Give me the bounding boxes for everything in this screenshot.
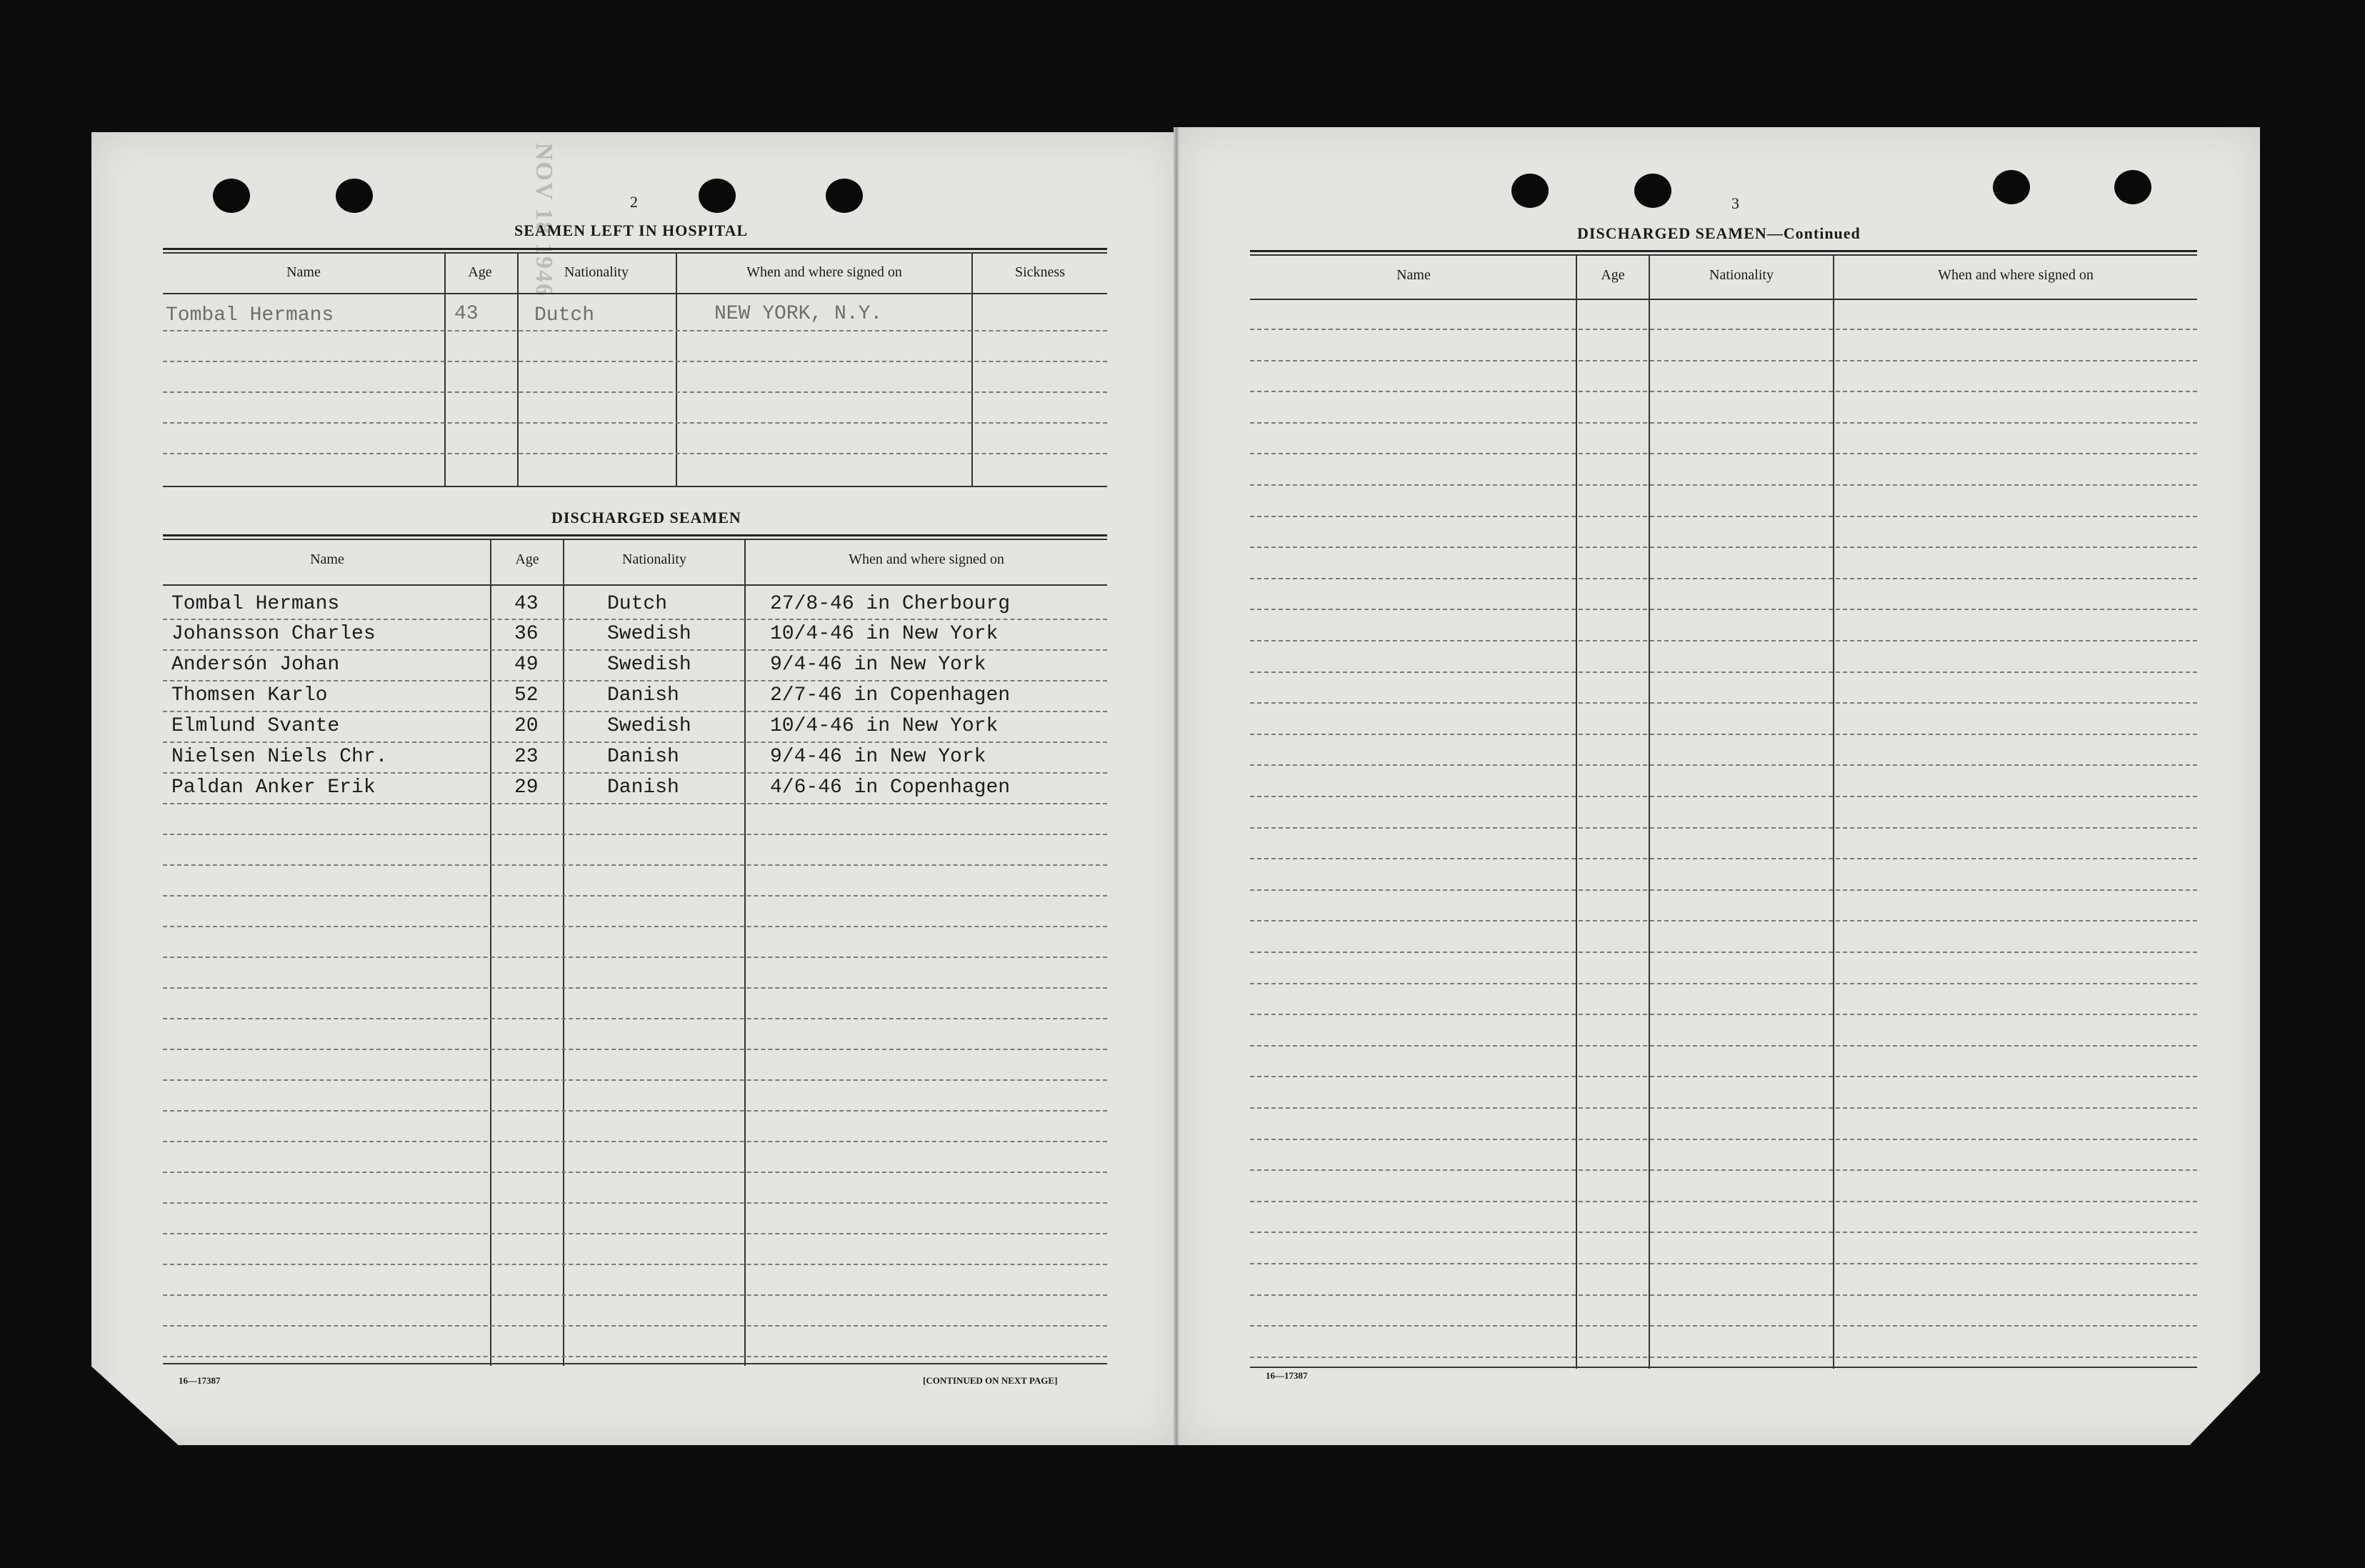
date-stamp: NOV 18 1946 <box>531 143 557 297</box>
row-rule <box>1250 391 2197 392</box>
row-rule <box>1250 1139 2197 1140</box>
right-page <box>1178 127 2260 1445</box>
row-rule <box>1250 640 2197 641</box>
punch-hole <box>213 179 250 213</box>
row-rule <box>163 741 1107 743</box>
row-rule <box>1250 920 2197 922</box>
discharged-row-age: 49 <box>514 654 539 676</box>
discharged-row-name: Paldan Anker Erik <box>171 776 376 799</box>
discharged-header-name: Name <box>310 551 344 567</box>
row-rule <box>1250 516 2197 517</box>
row-rule <box>163 711 1107 712</box>
row-rule <box>1250 422 2197 424</box>
table-bottom-rule <box>163 1363 1107 1364</box>
discharged-row-nationality: Swedish <box>607 654 691 676</box>
row-rule <box>163 1264 1107 1265</box>
row-rule <box>163 926 1107 927</box>
row-rule <box>163 895 1107 897</box>
discharged-row-age: 29 <box>514 776 539 799</box>
row-rule <box>163 957 1107 958</box>
row-rule <box>163 1325 1107 1327</box>
row-rule <box>1250 360 2197 361</box>
discharged-section-title: DISCHARGED SEAMEN <box>551 509 741 526</box>
hospital-header-name: Name <box>286 264 321 280</box>
row-rule <box>163 1018 1107 1019</box>
discharged-row-signed-on: 10/4-46 in New York <box>770 715 999 737</box>
row-rule <box>1250 952 2197 953</box>
punch-hole <box>1511 174 1549 208</box>
discharged-row-nationality: Danish <box>607 684 679 706</box>
header-rule <box>163 584 1107 586</box>
page-number-right: 3 <box>1731 194 1739 212</box>
row-rule <box>163 1110 1107 1112</box>
discharged-header-signed-on: When and where signed on <box>849 551 1004 567</box>
row-rule <box>1250 1045 2197 1047</box>
row-rule <box>163 680 1107 681</box>
row-rule <box>1250 578 2197 579</box>
row-rule <box>163 772 1107 774</box>
row-rule <box>1250 1294 2197 1296</box>
hospital-row-name: Tombal Hermans <box>166 304 334 326</box>
row-rule <box>1250 1014 2197 1015</box>
hospital-header-sickness: Sickness <box>1015 264 1065 280</box>
header-rule <box>163 293 1107 294</box>
column-divider <box>744 540 746 1366</box>
punch-hole <box>2114 170 2151 204</box>
discharged-row-signed-on: 4/6-46 in Copenhagen <box>770 776 1011 799</box>
hospital-header-signed-on: When and where signed on <box>746 264 902 280</box>
column-divider <box>444 254 446 486</box>
table-rule <box>163 252 1107 254</box>
row-rule <box>163 1079 1107 1081</box>
row-rule <box>163 834 1107 835</box>
row-rule <box>1250 764 2197 766</box>
discharged-row-nationality: Dutch <box>607 593 668 615</box>
row-rule <box>1250 1076 2197 1077</box>
table-rule <box>1250 250 2197 252</box>
row-rule <box>163 1233 1107 1234</box>
row-rule <box>163 864 1107 866</box>
row-rule <box>1250 983 2197 984</box>
row-rule <box>163 422 1107 424</box>
punch-hole <box>826 179 863 213</box>
row-rule <box>1250 609 2197 610</box>
discharged-row-signed-on: 9/4-46 in New York <box>770 654 986 676</box>
form-number-left: 16—17387 <box>179 1375 221 1386</box>
row-rule <box>163 1049 1107 1050</box>
discharged-row-name: Thomsen Karlo <box>171 684 328 706</box>
form-number-right: 16—17387 <box>1266 1370 1308 1381</box>
row-rule <box>1250 1325 2197 1327</box>
row-rule <box>163 1141 1107 1142</box>
punch-hole <box>1634 174 1671 208</box>
discharged-row-signed-on: 10/4-46 in New York <box>770 623 999 645</box>
table-rule <box>163 534 1107 536</box>
continued-header-name: Name <box>1396 267 1431 283</box>
row-rule <box>1250 889 2197 891</box>
row-rule <box>163 1202 1107 1204</box>
row-rule <box>1250 484 2197 486</box>
discharged-row-name: Nielsen Niels Chr. <box>171 746 388 768</box>
row-rule <box>1250 702 2197 704</box>
row-rule <box>163 391 1107 393</box>
row-rule <box>163 1172 1107 1173</box>
row-rule <box>1250 796 2197 797</box>
row-rule <box>163 1294 1107 1296</box>
discharged-row-signed-on: 9/4-46 in New York <box>770 746 986 768</box>
header-rule <box>1250 299 2197 300</box>
discharged-row-age: 36 <box>514 623 539 645</box>
continued-header-age: Age <box>1601 267 1625 283</box>
row-rule <box>163 330 1107 331</box>
column-divider <box>490 540 491 1366</box>
row-rule <box>163 361 1107 362</box>
punch-hole <box>1993 170 2030 204</box>
discharged-row-age: 23 <box>514 746 539 768</box>
hospital-section-title: SEAMEN LEFT IN HOSPITAL <box>514 221 749 239</box>
column-divider <box>563 540 564 1366</box>
row-rule <box>163 803 1107 804</box>
table-rule <box>163 539 1107 540</box>
row-rule <box>1250 858 2197 859</box>
continued-header-nationality: Nationality <box>1709 267 1774 283</box>
discharged-row-signed-on: 27/8-46 in Cherbourg <box>770 593 1011 615</box>
row-rule <box>163 649 1107 651</box>
row-rule <box>1250 671 2197 673</box>
discharged-row-age: 20 <box>514 715 539 737</box>
row-rule <box>1250 1107 2197 1109</box>
continued-note: [CONTINUED ON NEXT PAGE] <box>923 1375 1058 1386</box>
hospital-header-age: Age <box>468 264 492 280</box>
discharged-row-name: Johansson Charles <box>171 623 376 645</box>
discharged-row-nationality: Danish <box>607 776 679 799</box>
hospital-row-age: 43 <box>454 303 479 325</box>
discharged-row-nationality: Swedish <box>607 715 691 737</box>
row-rule <box>1250 1232 2197 1233</box>
page-fold <box>1174 127 1179 1445</box>
row-rule <box>163 987 1107 989</box>
row-rule <box>163 1356 1107 1357</box>
punch-hole <box>699 179 736 213</box>
hospital-row-nationality: Dutch <box>534 304 595 326</box>
discharged-row-nationality: Danish <box>607 746 679 768</box>
row-rule <box>1250 734 2197 735</box>
discharged-row-name: Tombal Hermans <box>171 593 340 615</box>
discharged-row-age: 52 <box>514 684 539 706</box>
discharged-header-nationality: Nationality <box>622 551 686 567</box>
continued-header-signed-on: When and where signed on <box>1938 267 2094 283</box>
row-rule <box>163 619 1107 620</box>
row-rule <box>1250 1357 2197 1358</box>
discharged-row-name: Andersón Johan <box>171 654 340 676</box>
hospital-row-signed-on: NEW YORK, N.Y. <box>714 303 883 325</box>
row-rule <box>163 453 1107 454</box>
discharged-row-name: Elmlund Svante <box>171 715 340 737</box>
row-rule <box>1250 453 2197 454</box>
row-rule <box>1250 1169 2197 1171</box>
row-rule <box>1250 1201 2197 1202</box>
row-rule <box>1250 827 2197 829</box>
discharged-header-age: Age <box>515 551 539 567</box>
discharged-row-signed-on: 2/7-46 in Copenhagen <box>770 684 1011 706</box>
row-rule <box>1250 329 2197 330</box>
discharged-continued-title: DISCHARGED SEAMEN—Continued <box>1577 224 1861 242</box>
discharged-row-nationality: Swedish <box>607 623 691 645</box>
row-rule <box>1250 546 2197 548</box>
column-divider <box>676 254 677 486</box>
table-bottom-rule <box>163 486 1107 487</box>
table-bottom-rule <box>1250 1367 2197 1368</box>
hospital-header-nationality: Nationality <box>564 264 629 280</box>
column-divider <box>971 254 973 486</box>
punch-hole <box>336 179 373 213</box>
column-divider <box>517 254 519 486</box>
table-rule <box>163 248 1107 250</box>
table-rule <box>1250 254 2197 256</box>
discharged-row-age: 43 <box>514 593 539 615</box>
page-number-left: 2 <box>630 193 638 211</box>
row-rule <box>1250 1263 2197 1264</box>
